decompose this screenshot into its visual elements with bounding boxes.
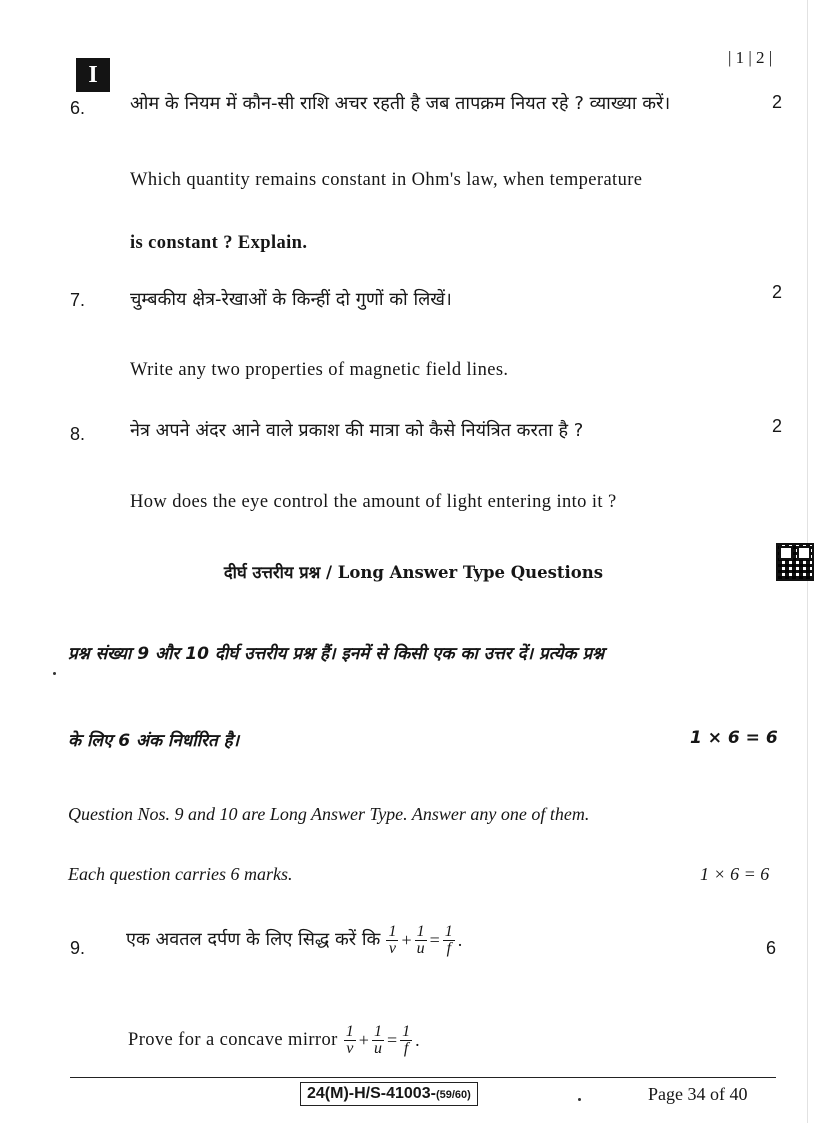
section-heading: दीर्घ उत्तरीय प्रश्न / Long Answer Type Questions bbox=[223, 563, 604, 582]
qr-code-icon bbox=[776, 543, 814, 581]
formula-numerator: 1 bbox=[388, 923, 397, 940]
question-8-hindi: नेत्र अपने अंदर आने वाले प्रकाश की मात्रा को कैसे नियंत्रित करता है ? bbox=[130, 420, 584, 441]
scan-speck bbox=[578, 1098, 581, 1101]
paper-code-main: 24(M)-H/S-41003- bbox=[307, 1085, 436, 1102]
formula-numerator: 1 bbox=[373, 1023, 382, 1040]
instructions-hindi-line-2: के लिए 6 अंक निर्धारित है। bbox=[68, 731, 240, 751]
formula-period: . bbox=[415, 1030, 420, 1050]
question-6-number: 6. bbox=[70, 98, 86, 118]
formula-plus: + bbox=[358, 1030, 369, 1050]
instructions-english-line-1: Question Nos. 9 and 10 are Long Answer Type. Answer any one of them. bbox=[68, 804, 590, 824]
formula-fraction-1-over-u bbox=[372, 1024, 384, 1057]
question-9-english-line bbox=[128, 1024, 422, 1057]
section-badge: I bbox=[76, 58, 110, 92]
question-8-marks: 2 bbox=[772, 416, 783, 436]
question-9-english: Prove for a concave mirror bbox=[128, 1030, 338, 1050]
question-6-english-line-2: is constant ? Explain. bbox=[130, 233, 308, 253]
question-7-english: Write any two properties of magnetic field lines. bbox=[130, 360, 509, 380]
formula-numerator: 1 bbox=[345, 1023, 354, 1040]
formula-equals: = bbox=[429, 930, 440, 950]
footer-rule bbox=[70, 1077, 776, 1078]
question-6-marks: 2 bbox=[772, 92, 783, 112]
question-9-hindi: एक अवतल दर्पण के लिए सिद्ध करें कि bbox=[126, 929, 381, 950]
formula-fraction-1-over-f bbox=[400, 1024, 412, 1057]
scan-speck bbox=[53, 672, 56, 675]
question-7-number: 7. bbox=[70, 290, 86, 310]
question-6-hindi: ओम के नियम में कौन-सी राशि अचर रहती है जब तापक्रम नियत रहे ? व्याख्या करें। bbox=[130, 93, 671, 114]
instructions-hindi-marks: 1 × 6 = 6 bbox=[690, 728, 778, 748]
paper-code bbox=[300, 1082, 478, 1106]
question-9-number: 9. bbox=[70, 938, 86, 958]
formula-denominator-f: f bbox=[403, 1040, 409, 1057]
formula-fraction-1-over-u bbox=[415, 924, 427, 957]
page-number: Page 34 of 40 bbox=[648, 1084, 748, 1104]
formula-denominator-f: f bbox=[446, 940, 452, 957]
formula-plus: + bbox=[401, 930, 412, 950]
question-8-number: 8. bbox=[70, 424, 86, 444]
instructions-english-marks: 1 × 6 = 6 bbox=[700, 864, 770, 884]
page-mark: | 1 | 2 | bbox=[728, 48, 773, 67]
question-9-marks: 6 bbox=[766, 938, 777, 958]
formula-fraction-1-over-v bbox=[344, 1024, 356, 1057]
formula-numerator: 1 bbox=[444, 923, 453, 940]
formula-denominator-u: u bbox=[416, 940, 425, 957]
formula-denominator-v: v bbox=[346, 1040, 354, 1057]
formula-denominator-v: v bbox=[388, 940, 397, 957]
question-7-hindi: चुम्बकीय क्षेत्र-रेखाओं के किन्हीं दो गुणों को लिखें। bbox=[130, 289, 452, 310]
question-7-marks: 2 bbox=[772, 282, 783, 302]
instructions-hindi-line-1: प्रश्न संख्या 9 और 10 दीर्घ उत्तरीय प्रश्न हैं। इनमें से किसी एक का उत्तर दें। प्रत्येक प्रश्न bbox=[68, 644, 605, 664]
formula-fraction-1-over-f bbox=[443, 924, 455, 957]
question-6-english-line-1: Which quantity remains constant in Ohm's law, when temperature bbox=[130, 170, 643, 190]
instructions-english-line-2: Each question carries 6 marks. bbox=[68, 864, 293, 884]
formula-fraction-1-over-v bbox=[386, 924, 398, 957]
question-8-english: How does the eye control the amount of light entering into it ? bbox=[130, 492, 617, 512]
paper-code-small: (59/60) bbox=[435, 1089, 471, 1101]
question-9-hindi-line bbox=[126, 924, 464, 957]
formula-denominator-u: u bbox=[373, 1040, 382, 1057]
formula-period: . bbox=[457, 930, 463, 950]
formula-numerator: 1 bbox=[402, 1023, 411, 1040]
formula-equals: = bbox=[386, 1030, 398, 1050]
formula-numerator: 1 bbox=[416, 923, 425, 940]
